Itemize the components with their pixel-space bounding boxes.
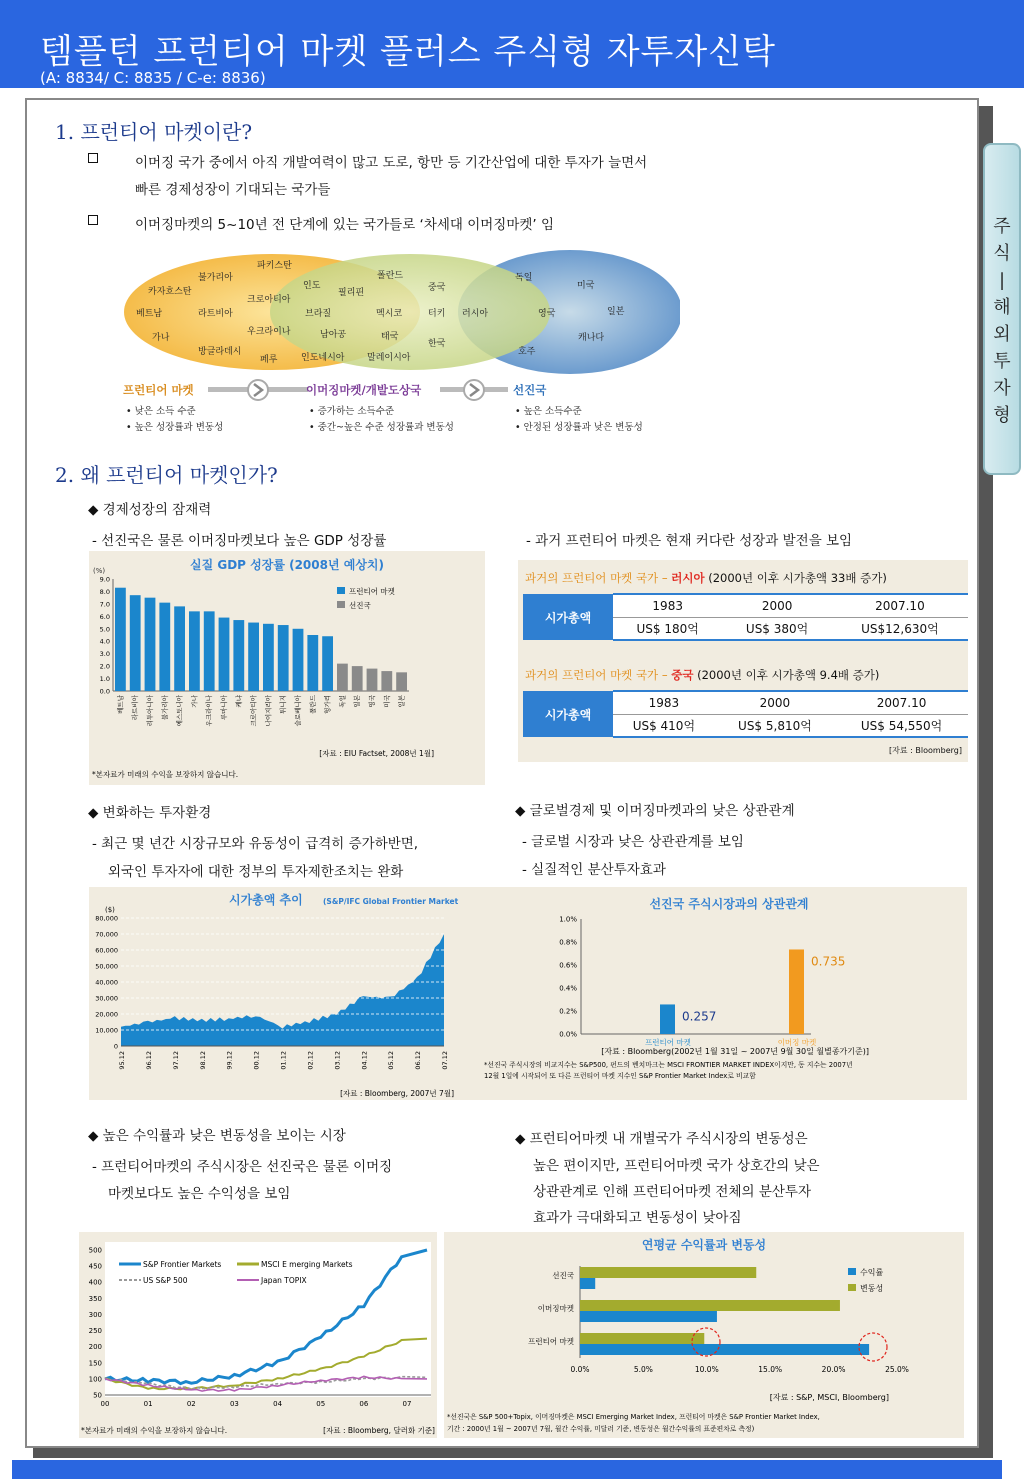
x-tick-label: 00 (100, 1400, 110, 1408)
market-cap-area (121, 934, 444, 1046)
russia-market-cap-table (523, 593, 968, 641)
category-label: 독일 (338, 695, 347, 708)
y-tick-label: 60,000 (95, 946, 118, 955)
investment-env-heading: ◆ 변화하는 투자환경 (88, 805, 212, 821)
country-label: 라트비아 (198, 309, 233, 319)
gdp-bar (352, 666, 363, 691)
chart-subtitle: (S&P/IFC Global Frontier Market (323, 897, 459, 906)
category-label: 프런티어 마켓 (528, 1337, 574, 1346)
category-label: 영국 (368, 695, 376, 708)
y-tick-label: 350 (88, 1294, 102, 1303)
category-side-tab[interactable] (983, 143, 1021, 475)
country-label: 파키스탄 (257, 261, 292, 271)
x-tick-label: 05.12 (387, 1051, 396, 1070)
category-label: 가나 (190, 695, 199, 708)
table-cell: US$ 410억 (613, 714, 715, 737)
y-tick-label: 0.0 (99, 687, 110, 696)
x-tick-label: 25.0% (885, 1365, 909, 1374)
y-tick-label: 50,000 (95, 962, 118, 971)
section1-bullet1 (88, 151, 106, 167)
stage-point: • 증가하는 소득수준 (309, 406, 395, 417)
gdp-bar (307, 635, 318, 691)
x-tick-label: 05 (316, 1400, 326, 1408)
country-label: 인도 (303, 281, 321, 291)
chart-title: 선진국 주식시장과의 상관관계 (649, 897, 809, 911)
checkbox-bullet-icon (88, 153, 98, 163)
table-cell: 1983 (613, 594, 722, 617)
gdp-bar (115, 588, 126, 691)
table-cell: US$ 54,550억 (835, 714, 968, 737)
y-tick-label: 400 (88, 1278, 102, 1287)
x-tick-label: 0.0% (570, 1365, 590, 1374)
x-tick-label: 96.12 (144, 1051, 153, 1070)
legend-label: 수익률 (860, 1268, 884, 1277)
y-axis-label: ($) (105, 906, 115, 914)
stage-emerging-label: 이머징마켓/개발도상국 (306, 383, 422, 397)
x-tick-label: 04 (273, 1400, 283, 1408)
y-tick-label: 0 (113, 1042, 118, 1051)
x-tick-label: 97.12 (171, 1051, 180, 1070)
country-label: 일본 (607, 307, 625, 317)
category-label: 크로아티아 (249, 695, 258, 727)
gdp-point: - 선진국은 물론 이머징마켓보다 높은 GDP 성장률 (92, 533, 387, 549)
x-tick-label: 07 (402, 1400, 412, 1408)
mcap-correlation-charts (89, 887, 967, 1100)
bullet1-line1: 이머징 국가 중에서 아직 개발여력이 많고 도로, 항만 등 기간산업에 대한 투자가 늘면서 (135, 155, 648, 171)
y-tick-label: 450 (88, 1262, 102, 1271)
x-tick-label: 07.12 (441, 1051, 449, 1070)
category-label: 케냐 (234, 695, 243, 708)
page-title: 템플턴 프런티어 마켓 플러스 주식형 자투자신탁 (40, 32, 776, 72)
arrow-circle-icon (464, 380, 484, 400)
country-label: 한국 (428, 339, 446, 349)
y-tick-label: 200 (88, 1343, 102, 1352)
legend-swatch-developed (337, 601, 345, 608)
category-label: 루마니아 (220, 695, 228, 721)
category-label: 리투아니아 (146, 695, 154, 727)
legend-label: US S&P 500 (143, 1276, 188, 1285)
country-label: 가나 (152, 333, 170, 343)
category-label: 미국 (382, 695, 391, 708)
volatility-bar (580, 1267, 756, 1278)
country-label: 러시아 (462, 309, 489, 319)
gdp-chart-panel (89, 551, 485, 785)
index-chart-panel (79, 1232, 437, 1438)
returns-line2: 마켓보다도 높은 수익성을 보임 (108, 1186, 291, 1202)
x-tick-label: 98.12 (198, 1051, 207, 1070)
category-label: 헝가리 (323, 695, 332, 714)
gdp-bar (219, 618, 230, 691)
category-label: 나이지리아 (264, 695, 273, 727)
chart-source: [자료 : Bloomberg(2002년 1월 31일 ~ 2007년 9월 30일 월별종가기준)] (601, 1047, 869, 1056)
legend-swatch-volatility (848, 1284, 856, 1291)
x-tick-label: 06 (359, 1400, 369, 1408)
y-tick-label: 10,000 (95, 1026, 118, 1035)
russia-table-title: 과거의 프런티어 마켓 국가 – 러시아 (2000년 이후 시가총액 33배 증가) (525, 571, 887, 585)
return-volatility-panel (444, 1232, 964, 1438)
returns-line1: - 프런티어마켓의 주식시장은 선진국은 물론 이머징 (92, 1159, 393, 1175)
x-tick-label: 04.12 (360, 1051, 369, 1070)
gdp-bar (174, 606, 185, 691)
y-axis-label: (%) (93, 567, 106, 575)
stage-point: • 낮은 소득 수준 (126, 406, 196, 417)
table-cell: 1983 (613, 691, 715, 714)
legend-label: 프런티어 마켓 (349, 587, 395, 596)
footer-bar (12, 1460, 1002, 1479)
section1-heading: 1. 프런티어 마켓이란? (55, 120, 253, 144)
correlation-bar (660, 1004, 675, 1034)
correlation-bar (789, 949, 804, 1034)
correlation-line2: - 실질적인 분산투자효과 (522, 862, 666, 878)
x-tick-label: 5.0% (633, 1365, 653, 1374)
category-label: 튀니지 (279, 695, 288, 714)
checkbox-bullet-icon (88, 215, 98, 225)
y-tick-label: 300 (88, 1310, 102, 1319)
y-tick-label: 20,000 (95, 1010, 118, 1019)
country-label: 불가리아 (198, 273, 233, 283)
category-label: 이머징 마켓 (777, 1038, 817, 1047)
country-label: 터키 (428, 309, 446, 319)
section1-bullet2 (88, 213, 106, 229)
bullet2-text: 이머징마켓의 5~10년 전 단계에 있는 국가들로 ‘차세대 이머징마켓’ 임 (135, 217, 555, 233)
y-tick-label: 250 (88, 1327, 102, 1336)
country-label: 중국 (428, 283, 446, 293)
stage-point: • 안정된 성장률과 낮은 변동성 (515, 422, 643, 433)
country-label: 카자흐스탄 (148, 287, 192, 297)
return-volatility-chart (444, 1232, 964, 1438)
y-tick-label: 2.0 (99, 662, 110, 671)
category-label: 일본 (353, 695, 362, 708)
gdp-bar (367, 669, 378, 691)
y-tick-label: 4.0 (99, 637, 110, 646)
volatility-heading: ◆ 프런티어마켓 내 개별국가 주식시장의 변동성은 (515, 1131, 808, 1147)
country-label: 태국 (381, 332, 399, 342)
table-cell: 2000 (722, 594, 831, 617)
table-cell: 2007.10 (832, 594, 968, 617)
y-tick-label: 9.0 (99, 575, 110, 584)
side-tab-label: 주 식 | 해 외 투 자 형 (993, 216, 1011, 426)
chart-source: [자료 : S&P, MSCI, Bloomberg] (769, 1393, 889, 1402)
row-label: 시가총액 (523, 691, 613, 737)
chart-note: *본자료가 미래의 수익을 보장하지 않습니다. (92, 770, 239, 779)
y-tick-label: 1.0% (559, 915, 577, 924)
chart-note: *선진국은 S&P 500+Topix, 이머징마켓은 MSCI Emerging Market Index, 프런티어 마켓은 S&P Frontier Market Index, (447, 1413, 820, 1421)
x-tick-label: 00.12 (252, 1051, 261, 1070)
category-label: 우크라이나 (205, 695, 214, 727)
gdp-bar (278, 625, 289, 691)
index-performance-chart (79, 1232, 437, 1438)
stage-frontier-label: 프런티어 마켓 (123, 383, 194, 397)
stage-point: • 높은 소득수준 (515, 406, 582, 417)
header-banner (0, 0, 1024, 88)
y-tick-label: 1.0 (99, 675, 110, 684)
country-label: 남아공 (320, 330, 347, 340)
return-bar (580, 1278, 595, 1289)
china-table-title: 과거의 프런티어 마켓 국가 – 중국 (2000년 이후 시가총액 9.4배 증가) (525, 668, 880, 682)
gdp-bar (381, 671, 392, 691)
gdp-bar (322, 636, 333, 691)
investment-env-line2: 외국인 투자자에 대한 정부의 투자제한조치는 완화 (108, 864, 404, 880)
gdp-bar (233, 620, 244, 691)
legend-label: MSCI E merging Markets (261, 1260, 353, 1269)
volatility-bar (580, 1300, 840, 1311)
category-label: 슬로베니아 (294, 695, 302, 727)
section2-heading: 2. 왜 프런티어 마켓인가? (55, 463, 278, 487)
correlation-line1: - 글로벌 시장과 낮은 상관관계를 보임 (522, 834, 744, 850)
gdp-bar (293, 629, 304, 691)
x-tick-label: 03.12 (333, 1051, 342, 1070)
mcap-correlation-panel (89, 887, 967, 1100)
gdp-bar (337, 664, 348, 691)
table-cell: US$ 380억 (722, 617, 831, 640)
gdp-bar (204, 611, 215, 691)
category-label: 선진국 (552, 1271, 574, 1280)
category-label: 이머징마켓 (537, 1304, 574, 1313)
chart-note: *본자료가 미래의 수익을 보장하지 않습니다. (81, 1426, 228, 1435)
volatility-line3: 효과가 극대화되고 변동성이 낮아짐 (533, 1210, 742, 1226)
y-tick-label: 6.0 (99, 612, 110, 621)
x-tick-label: 15.0% (758, 1365, 783, 1374)
return-bar (580, 1311, 717, 1322)
tables-source: [자료 : Bloomberg] (889, 746, 962, 755)
y-tick-label: 70,000 (95, 930, 118, 939)
stage-point: • 높은 성장률과 변동성 (126, 422, 224, 433)
legend-label: Japan TOPIX (261, 1276, 307, 1285)
country-label: 브라질 (305, 309, 332, 319)
category-label: 프런티어 마켓 (645, 1038, 691, 1047)
chart-note: 기간 : 2000년 1월 ~ 2007년 7월, 월간 수익률, 미달러 기준, 변동성은 월간수익률의 표준편차로 측정) (447, 1425, 755, 1433)
y-tick-label: 500 (88, 1246, 102, 1255)
x-tick-label: 10.0% (694, 1365, 719, 1374)
returns-heading: ◆ 높은 수익률과 낮은 변동성을 보이는 시장 (88, 1128, 346, 1144)
gdp-bar (189, 611, 200, 691)
country-label: 베트남 (136, 309, 163, 319)
gdp-bar (159, 603, 170, 691)
volatility-bar (580, 1333, 704, 1344)
y-tick-label: 8.0 (99, 587, 110, 596)
country-label: 호주 (518, 347, 536, 357)
y-tick-label: 100 (88, 1375, 102, 1384)
y-tick-label: 0.8% (559, 938, 577, 947)
y-tick-label: 0.4% (559, 984, 577, 993)
bullet1-line2: 빠른 경제성장이 기대되는 국가들 (135, 182, 331, 198)
y-tick-label: 80,000 (95, 914, 118, 923)
y-tick-label: 0.6% (559, 961, 577, 970)
legend-swatch-return (848, 1268, 856, 1275)
chart-source: [자료 : Bloomberg, 2007년 7월] (340, 1089, 454, 1098)
x-tick-label: 20.0% (821, 1365, 846, 1374)
y-tick-label: 150 (88, 1359, 102, 1368)
chart-source: [자료 : Bloomberg, 달러화 기준] (323, 1426, 435, 1435)
chart-title: 연평균 수익률과 변동성 (641, 1238, 767, 1252)
country-label: 영국 (538, 309, 556, 319)
legend-swatch-frontier (337, 587, 345, 594)
return-bar (580, 1344, 869, 1355)
chart-title: 시가총액 추이 (229, 893, 303, 907)
category-label: 베트남 (116, 695, 125, 714)
x-tick-label: 95.12 (118, 1051, 126, 1070)
gdp-growth-chart (89, 551, 485, 785)
x-tick-label: 06.12 (414, 1051, 423, 1070)
chart-note: *선진국 주식시장의 비교지수는 S&P500, 펀드의 벤치마크는 MSCI FRONTIER MARKET INDEX이지만, 동 지수는 2007년 (484, 1061, 853, 1069)
country-label: 크로아티아 (247, 295, 291, 305)
y-tick-label: 40,000 (95, 978, 118, 987)
x-tick-label: 02.12 (306, 1051, 315, 1070)
gdp-bar (263, 624, 274, 691)
table-cell: US$ 180억 (613, 617, 722, 640)
country-label: 인도네시아 (301, 353, 345, 363)
legend-label: 선진국 (349, 601, 371, 610)
china-market-cap-table (523, 690, 968, 738)
gdp-bar (396, 672, 407, 691)
table-cell: US$12,630억 (832, 617, 968, 640)
arrow-circle-icon (248, 380, 268, 400)
table-cell: US$ 5,810억 (715, 714, 835, 737)
market-cap-tables-panel (518, 560, 968, 762)
stage-point: • 중간~높은 수준 성장률과 변동성 (309, 422, 454, 433)
chart-title: 실질 GDP 성장률 (2008년 예상치) (189, 558, 385, 572)
y-tick-label: 7.0 (99, 600, 110, 609)
country-label: 방글라데시 (198, 347, 242, 357)
x-tick-label: 01 (143, 1400, 153, 1408)
x-tick-label: 01.12 (279, 1051, 288, 1070)
country-label: 필리핀 (338, 288, 365, 298)
table-cell: 2000 (715, 691, 835, 714)
investment-env-line1: - 최근 몇 년간 시장규모와 유동성이 급격히 증가하반면, (92, 836, 419, 852)
correlation-heading: ◆ 글로벌경제 및 이머징마켓과의 낮은 상관관계 (515, 803, 795, 819)
country-label: 폴란드 (377, 271, 404, 281)
category-label: 라트비아 (131, 695, 140, 721)
chart-note: 12월 1일에 시작되어 또 다른 프런티어 마켓 지수인 S&P Frontier Market Index로 비교함 (484, 1072, 756, 1080)
stage-developed-label: 선진국 (513, 383, 547, 397)
y-tick-label: 50 (93, 1391, 102, 1400)
y-tick-label: 3.0 (99, 650, 110, 659)
category-label: 에스토니아 (175, 695, 184, 727)
volatility-line2: 상관관계로 인해 프런티어마켓 전체의 분산투자 (533, 1184, 811, 1200)
legend-label: 변동성 (860, 1284, 884, 1293)
gdp-bar (130, 595, 141, 691)
volatility-line1: 높은 편이지만, 프런티어마켓 국가 상호간의 낮은 (533, 1158, 820, 1174)
y-tick-label: 0.2% (559, 1007, 577, 1016)
x-tick-label: 99.12 (225, 1051, 234, 1070)
gdp-bar (248, 623, 259, 691)
y-tick-label: 5.0 (99, 625, 110, 634)
gdp-bar (145, 598, 156, 691)
category-label: 폴란드 (308, 695, 317, 714)
y-tick-label: 30,000 (95, 994, 118, 1003)
history-point: - 과거 프런티어 마켓은 현재 커다란 성장과 발전을 보임 (526, 533, 853, 549)
bar-value-label: 0.735 (811, 954, 846, 969)
growth-potential-heading: ◆ 경제성장의 잠재력 (88, 502, 212, 518)
country-label: 말레이시아 (367, 353, 411, 363)
legend-label: S&P Frontier Markets (143, 1260, 222, 1269)
category-label: 일본 (397, 695, 406, 708)
table-cell: 2007.10 (835, 691, 968, 714)
x-tick-label: 02 (186, 1400, 196, 1408)
country-label: 독일 (515, 273, 533, 283)
y-tick-label: 0.0% (559, 1030, 577, 1039)
x-tick-label: 03 (229, 1400, 239, 1408)
country-label: 멕시코 (376, 309, 403, 319)
country-label: 페루 (260, 355, 278, 365)
country-label: 캐나다 (578, 333, 605, 343)
category-label: 불가리아 (160, 695, 169, 721)
row-label: 시가총액 (523, 594, 613, 640)
country-label: 우크라이나 (247, 327, 291, 337)
bar-value-label: 0.257 (682, 1009, 717, 1024)
fund-codes: (A: 8834/ C: 8835 / C-e: 8836) (40, 69, 266, 87)
market-stage-diagram (110, 250, 680, 440)
country-label: 미국 (577, 281, 595, 291)
chart-source: [자료 : EIU Factset, 2008년 1월] (319, 749, 434, 758)
